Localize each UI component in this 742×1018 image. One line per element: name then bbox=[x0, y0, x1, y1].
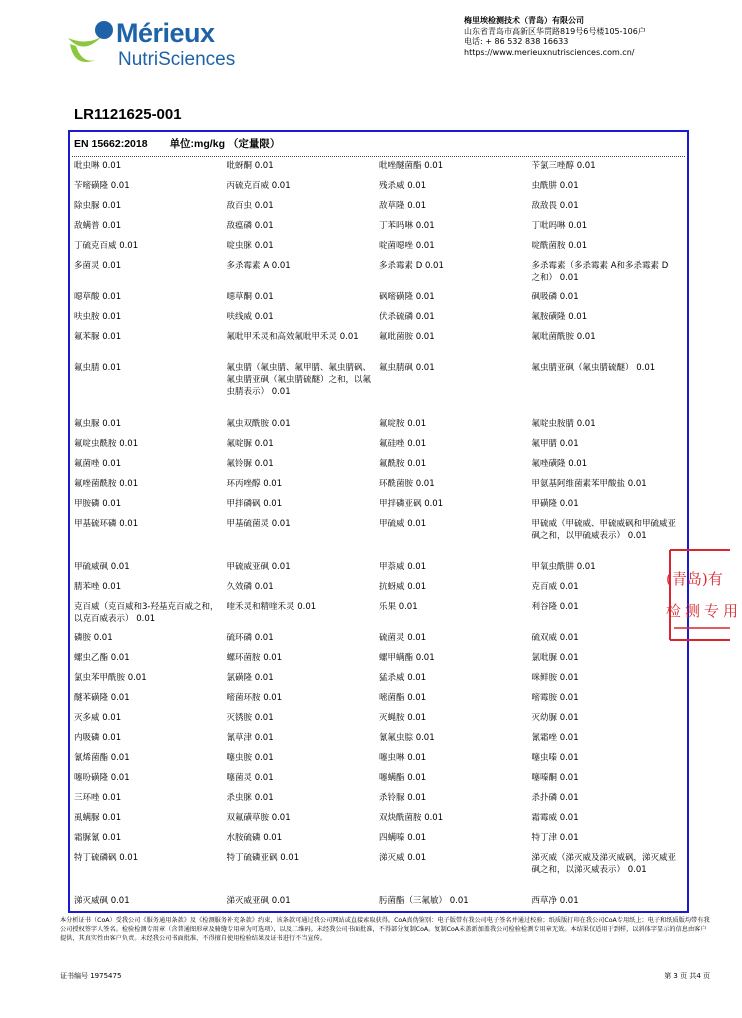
analyte-cell: 苄嘧磺隆 0.01 bbox=[74, 181, 130, 191]
header-divider bbox=[72, 156, 685, 157]
analyte-cell: 灭蝇胺 0.01 bbox=[379, 713, 427, 723]
analyte-cell: 啶虫脒 0.01 bbox=[226, 241, 274, 251]
stamp-text-line2: 检测专用 bbox=[666, 602, 742, 620]
analyte-cell: 内吸磷 0.01 bbox=[74, 733, 122, 743]
table-row bbox=[74, 652, 684, 672]
analyte-cell: 多杀霉素 A 0.01 bbox=[226, 261, 291, 271]
analyte-cell: 甲基硫菌灵 0.01 bbox=[226, 519, 291, 529]
analyte-cell: 硫菌灵 0.01 bbox=[379, 633, 427, 643]
analyte-cell: 氟酰胺 0.01 bbox=[379, 459, 427, 469]
table-row bbox=[74, 458, 684, 478]
analyte-cell: 硫双威 0.01 bbox=[531, 633, 579, 643]
analyte-cell: 氟啶脲 0.01 bbox=[226, 439, 274, 449]
table-row bbox=[74, 362, 684, 418]
analyte-cell: 猛杀威 0.01 bbox=[379, 673, 427, 683]
analyte-cell: 水胺硫磷 0.01 bbox=[226, 833, 283, 843]
analyte-cell: 霜脲氰 0.01 bbox=[74, 833, 122, 843]
analyte-cell: 氟胺磺隆 0.01 bbox=[531, 312, 588, 322]
table-row bbox=[74, 418, 684, 438]
company-website[interactable]: https://www.merieuxnutrisciences.com.cn/ bbox=[464, 47, 635, 57]
table-row bbox=[74, 240, 684, 260]
analyte-cell: 氟铃脲 0.01 bbox=[226, 459, 274, 469]
analyte-cell: 吡虫啉 0.01 bbox=[74, 161, 122, 171]
analyte-cell: 甲基硫环磷 0.01 bbox=[74, 519, 139, 529]
table-row bbox=[74, 812, 684, 832]
report-id: LR1121625-001 bbox=[74, 106, 182, 123]
analyte-cell: 杀铃脲 0.01 bbox=[379, 793, 427, 803]
analyte-cell: 氟虫腈亚砜（氟虫腈硫醚） 0.01 bbox=[531, 363, 656, 373]
analyte-cell: 噁草酮 0.01 bbox=[226, 292, 274, 302]
table-row bbox=[74, 561, 684, 581]
analyte-cell: 氟吡菌酰胺 0.01 bbox=[531, 332, 596, 342]
table-row bbox=[74, 291, 684, 311]
analyte-cell: 克百威 0.01 bbox=[531, 582, 579, 592]
analyte-cell: 双炔酰菌胺 0.01 bbox=[379, 813, 444, 823]
analyte-cell: 甲萘威 0.01 bbox=[379, 562, 427, 572]
disclaimer-text: 本分析证书（CoA）受我公司《服务通用条款》及《检测服务补充条款》约束，该条款可通过我公司网站或直接索取获得。CoA真伪鉴别：电子版带有我公司电子签名并通过校验；纸质版打印在我公司CoA专用纸上；电子和纸质版均带有我公司授权签字人签名。检验检测专用章（含普通图形章及骑缝专用章为可选项），以及二维码。未经我公司书面批准，不得部分复制CoA。复制CoA未盖新加盖我公司检验检测专用章无效。本结果仅适用于到样，以斜体字显示的信息由客户提供，其真实性由客户负责。未经我公司书面批准，不得擅自使用检验结果及证书进行不当宣传。 bbox=[60, 917, 710, 942]
results-grid bbox=[74, 160, 684, 910]
analyte-cell: 敌螨普 0.01 bbox=[74, 221, 122, 231]
analyte-cell: 伏杀硫磷 0.01 bbox=[379, 312, 435, 322]
analyte-cell: 氟吡甲禾灵和高效氟吡甲禾灵 0.01 bbox=[226, 332, 359, 342]
analyte-cell: 杀虫脒 0.01 bbox=[226, 793, 274, 803]
analyte-cell: 灭幼脲 0.01 bbox=[531, 713, 579, 723]
analyte-cell: 氰草津 0.01 bbox=[226, 733, 274, 743]
analyte-cell: 抗蚜威 0.01 bbox=[379, 582, 427, 592]
analyte-cell: 噻虫胺 0.01 bbox=[226, 753, 274, 763]
merieux-logo bbox=[66, 16, 252, 76]
table-row bbox=[74, 692, 684, 712]
analyte-cell: 噻虫啉 0.01 bbox=[379, 753, 427, 763]
table-row bbox=[74, 478, 684, 498]
analyte-cell: 甲硫威（甲硫威、甲硫威砜和甲硫威亚砜之和，以甲硫威表示） 0.01 bbox=[531, 519, 677, 541]
analyte-cell: 除虫脲 0.01 bbox=[74, 201, 122, 211]
analyte-cell: 啶酰菌胺 0.01 bbox=[531, 241, 588, 251]
analyte-cell: 喹禾灵和精喹禾灵 0.01 bbox=[226, 602, 317, 612]
analyte-cell: 虫酰肼 0.01 bbox=[531, 181, 579, 191]
analyte-cell: 氟唑菌酰胺 0.01 bbox=[74, 479, 139, 489]
analyte-cell: 氟菌唑 0.01 bbox=[74, 459, 122, 469]
analyte-cell: 涕灭威 0.01 bbox=[379, 853, 427, 863]
analyte-cell: 嘧菌酯 0.01 bbox=[379, 693, 427, 703]
table-row bbox=[74, 712, 684, 732]
table-row bbox=[74, 160, 684, 180]
analyte-cell: 噻螨酯 0.01 bbox=[379, 773, 427, 783]
analyte-cell: 霜霉威 0.01 bbox=[531, 813, 579, 823]
official-seal-stamp bbox=[666, 548, 742, 642]
analyte-cell: 四螨嗪 0.01 bbox=[379, 833, 427, 843]
analyte-cell: 残杀威 0.01 bbox=[379, 181, 427, 191]
analyte-cell: 涕灭威（涕灭威及涕灭威砜，涕灭威亚砜之和，以涕灭威表示） 0.01 bbox=[531, 853, 677, 875]
analyte-cell: 吡蚜酮 0.01 bbox=[226, 161, 274, 171]
analyte-cell: 咪鲜胺 0.01 bbox=[531, 673, 579, 683]
table-row bbox=[74, 180, 684, 200]
analyte-cell: 醚苯磺隆 0.01 bbox=[74, 693, 130, 703]
analyte-cell: 甲胺磷 0.01 bbox=[74, 499, 122, 509]
analyte-cell: 多杀霉素 D 0.01 bbox=[379, 261, 444, 271]
analyte-cell: 噻嗪酮 0.01 bbox=[531, 773, 579, 783]
table-row bbox=[74, 792, 684, 812]
logo-wordmark-nutrisciences: NutriSciences bbox=[118, 49, 236, 70]
analyte-cell: 丁苯吗啉 0.01 bbox=[379, 221, 435, 231]
analyte-cell: 氟虫双酰胺 0.01 bbox=[226, 419, 291, 429]
analyte-cell: 涕灭威砜 0.01 bbox=[74, 896, 130, 906]
analyte-cell: 磷胺 0.01 bbox=[74, 633, 113, 643]
analyte-cell: 噻菌灵 0.01 bbox=[226, 773, 274, 783]
analyte-cell: 嘧菌环胺 0.01 bbox=[226, 693, 283, 703]
analyte-cell: 特丁津 0.01 bbox=[531, 833, 579, 843]
analyte-cell: 甲硫威 0.01 bbox=[379, 519, 427, 529]
analyte-cell: 噻虫嗪 0.01 bbox=[531, 753, 579, 763]
analyte-cell: 丁硫克百威 0.01 bbox=[74, 241, 139, 251]
analyte-cell: 克百威（克百威和3-羟基克百威之和，以克百威表示） 0.01 bbox=[74, 602, 219, 624]
analyte-cell: 螺虫乙酯 0.01 bbox=[74, 653, 130, 663]
analyte-cell: 氟苯脲 0.01 bbox=[74, 332, 122, 342]
table-row bbox=[74, 632, 684, 652]
analyte-cell: 三环唑 0.01 bbox=[74, 793, 122, 803]
analyte-cell: 环酰菌胺 0.01 bbox=[379, 479, 435, 489]
analyte-cell: 氟啶胺 0.01 bbox=[379, 419, 427, 429]
analyte-cell: 甲拌磷亚砜 0.01 bbox=[379, 499, 444, 509]
analyte-cell: 虱螨脲 0.01 bbox=[74, 813, 122, 823]
table-row bbox=[74, 772, 684, 792]
analyte-cell: 螺甲螨酯 0.01 bbox=[379, 653, 435, 663]
analyte-cell: 氯吡脲 0.01 bbox=[531, 653, 579, 663]
table-row bbox=[74, 581, 684, 601]
certificate-number: 证书编号 1975475 bbox=[60, 972, 122, 980]
stamp-border-icon bbox=[666, 548, 730, 642]
analyte-cell: 肟菌酯（三氟敏） 0.01 bbox=[379, 896, 469, 906]
analyte-cell: 氟虫腈 0.01 bbox=[74, 363, 122, 373]
analyte-cell: 噁草酸 0.01 bbox=[74, 292, 122, 302]
analyte-cell: 环丙唑醇 0.01 bbox=[226, 479, 283, 489]
analyte-cell: 甲氧虫酰肼 0.01 bbox=[531, 562, 596, 572]
analyte-cell: 特丁硫磷亚砜 0.01 bbox=[226, 853, 300, 863]
analyte-cell: 甲氨基阿维菌素苯甲酸盐 0.01 bbox=[531, 479, 647, 489]
analyte-cell: 丙硫克百威 0.01 bbox=[226, 181, 291, 191]
analyte-cell: 特丁硫磷砜 0.01 bbox=[74, 853, 139, 863]
analyte-cell: 敌百虫 0.01 bbox=[226, 201, 274, 211]
analyte-cell: 氟虫脲 0.01 bbox=[74, 419, 122, 429]
table-row bbox=[74, 518, 684, 561]
analyte-cell: 敌草隆 0.01 bbox=[379, 201, 427, 211]
table-row bbox=[74, 331, 684, 362]
table-row bbox=[74, 438, 684, 458]
analyte-cell: 甲磺隆 0.01 bbox=[531, 499, 579, 509]
analyte-cell: 氯虫苯甲酰胺 0.01 bbox=[74, 673, 147, 683]
logo-wordmark-merieux: Mérieux bbox=[116, 18, 215, 48]
company-name: 梅里埃检测技术（青岛）有限公司 bbox=[464, 16, 584, 25]
analyte-cell: 啶菌噁唑 0.01 bbox=[379, 241, 435, 251]
analyte-cell: 氟吡菌胺 0.01 bbox=[379, 332, 435, 342]
analyte-cell: 灭多威 0.01 bbox=[74, 713, 122, 723]
table-row bbox=[74, 200, 684, 220]
company-address: 山东省青岛市高新区华贯路819号6号楼105-106户 bbox=[464, 26, 646, 36]
stamp-text-line1: (青岛)有 bbox=[666, 570, 723, 588]
analyte-cell: 噻吩磺隆 0.01 bbox=[74, 773, 130, 783]
analyte-cell: 敌敌畏 0.01 bbox=[531, 201, 579, 211]
analyte-cell: 砜吸磷 0.01 bbox=[531, 292, 579, 302]
table-row bbox=[74, 498, 684, 518]
analyte-cell: 多杀霉素（多杀霉素 A和多杀霉素 D之和） 0.01 bbox=[531, 261, 669, 283]
analyte-cell: 利谷隆 0.01 bbox=[531, 602, 579, 612]
analyte-cell: 西草净 0.01 bbox=[531, 896, 579, 906]
analyte-cell: 灭锈胺 0.01 bbox=[226, 713, 274, 723]
analyte-cell: 氟硅唑 0.01 bbox=[379, 439, 427, 449]
table-row bbox=[74, 601, 684, 632]
analyte-cell: 氟唑磺隆 0.01 bbox=[531, 459, 588, 469]
table-row bbox=[74, 260, 684, 291]
analyte-cell: 双氟磺草胺 0.01 bbox=[226, 813, 291, 823]
analyte-cell: 苄氯三唑醇 0.01 bbox=[531, 161, 596, 171]
analyte-cell: 呋线威 0.01 bbox=[226, 312, 274, 322]
results-table-frame bbox=[68, 130, 689, 913]
analyte-cell: 氟虫腈砜 0.01 bbox=[379, 363, 435, 373]
analyte-cell: 氯磺隆 0.01 bbox=[226, 673, 274, 683]
analyte-cell: 氟啶虫胺腈 0.01 bbox=[531, 419, 596, 429]
analyte-cell: 甲硫威亚砜 0.01 bbox=[226, 562, 291, 572]
table-row bbox=[74, 832, 684, 852]
table-header bbox=[74, 136, 280, 151]
analyte-cell: 螺环菌胺 0.01 bbox=[226, 653, 283, 663]
table-row bbox=[74, 672, 684, 692]
analyte-cell: 杀扑磷 0.01 bbox=[531, 793, 579, 803]
analyte-cell: 腈苯唑 0.01 bbox=[74, 582, 122, 592]
table-row bbox=[74, 852, 684, 895]
logo-swoosh-icon bbox=[66, 16, 116, 76]
table-row bbox=[74, 732, 684, 752]
analyte-cell: 甲拌磷砜 0.01 bbox=[226, 499, 283, 509]
analyte-cell: 久效磷 0.01 bbox=[226, 582, 274, 592]
analyte-cell: 乐果 0.01 bbox=[379, 602, 418, 612]
analyte-cell: 砜嘧磺隆 0.01 bbox=[379, 292, 435, 302]
table-row bbox=[74, 895, 684, 910]
company-info bbox=[464, 16, 646, 58]
analyte-cell: 氰氟虫腙 0.01 bbox=[379, 733, 435, 743]
analyte-cell: 吡唑醚菌酯 0.01 bbox=[379, 161, 444, 171]
analyte-cell: 氰霜唑 0.01 bbox=[531, 733, 579, 743]
analyte-cell: 氟啶虫酰胺 0.01 bbox=[74, 439, 139, 449]
method-standard: EN 15662:2018 bbox=[74, 138, 148, 150]
table-row bbox=[74, 220, 684, 240]
unit-label: 单位:mg/kg （定量限） bbox=[169, 138, 281, 150]
analyte-cell: 氟甲腈 0.01 bbox=[531, 439, 579, 449]
table-row bbox=[74, 752, 684, 772]
table-row bbox=[74, 311, 684, 331]
analyte-cell: 敌瘟磷 0.01 bbox=[226, 221, 274, 231]
analyte-cell: 甲硫威砜 0.01 bbox=[74, 562, 130, 572]
analyte-cell: 涕灭威亚砜 0.01 bbox=[226, 896, 291, 906]
company-phone: 电话: + 86 532 838 16633 bbox=[464, 37, 569, 46]
analyte-cell: 硫环磷 0.01 bbox=[226, 633, 274, 643]
page-number: 第 3 页 共4 页 bbox=[664, 972, 710, 980]
analyte-cell: 嘧霉胺 0.01 bbox=[531, 693, 579, 703]
analyte-cell: 氰烯菌酯 0.01 bbox=[74, 753, 130, 763]
analyte-cell: 氟虫腈（氟虫腈、氟甲腈、氟虫腈砜、氟虫腈亚砜（氟虫腈硫醚）之和，以氟虫腈表示） 0.01 bbox=[226, 363, 372, 397]
analyte-cell: 呋虫胺 0.01 bbox=[74, 312, 122, 322]
analyte-cell: 丁吡吗啉 0.01 bbox=[531, 221, 588, 231]
analyte-cell: 多菌灵 0.01 bbox=[74, 261, 122, 271]
